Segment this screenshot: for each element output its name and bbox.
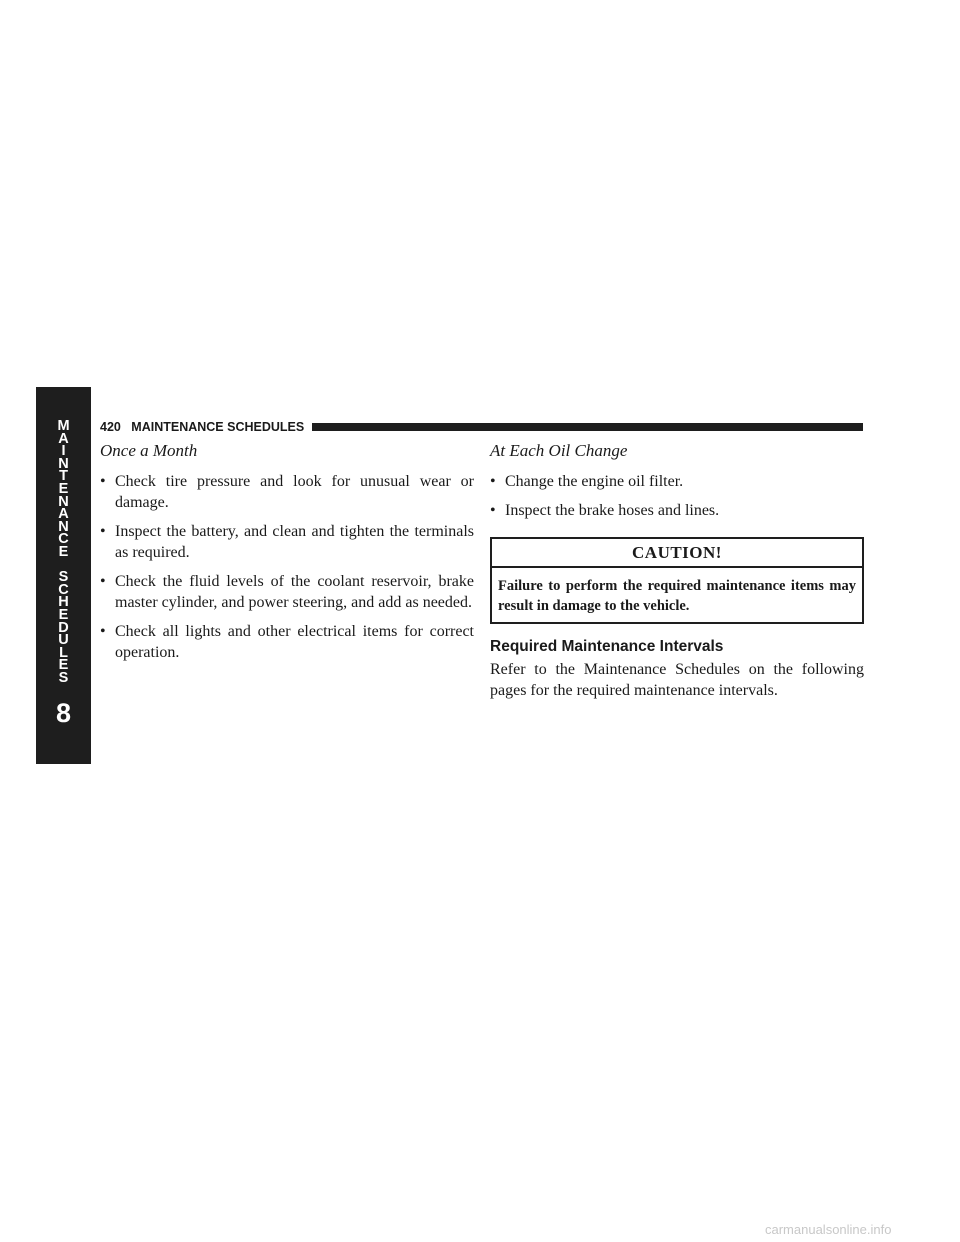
- side-tab-letter: U: [58, 632, 69, 649]
- side-tab-letter: H: [58, 594, 69, 611]
- bullet-icon: •: [100, 523, 106, 540]
- caution-box: [490, 537, 864, 624]
- side-tab-letter: E: [58, 606, 69, 623]
- side-tab-letter: L: [59, 644, 68, 661]
- side-tab-letter: N: [58, 493, 69, 510]
- side-tab-letter: A: [58, 506, 69, 523]
- list-item: • Check all lights and other electrical items for correct operation.: [100, 623, 474, 661]
- list-item: • Change the engine oil filter.: [490, 473, 684, 490]
- side-tab-letter: T: [59, 468, 68, 485]
- oil-change-heading: At Each Oil Change: [490, 441, 628, 460]
- list-item: • Inspect the battery, and clean and tighten the terminals as required.: [100, 523, 474, 561]
- side-tab-letter: I: [61, 443, 66, 460]
- side-tab-letter: N: [58, 518, 69, 535]
- side-tab-letter: N: [58, 455, 69, 472]
- once-a-month-heading: Once a Month: [100, 441, 198, 460]
- side-tab-letter: S: [58, 669, 69, 686]
- caution-body: Failure to perform the required maintenance items may result in damage to the vehicle.: [498, 578, 856, 614]
- right-column: [490, 440, 864, 701]
- bullet-icon: •: [100, 573, 106, 590]
- page-number: 420: [100, 420, 121, 434]
- header-label: [100, 420, 304, 434]
- caution-title: CAUTION!: [492, 539, 862, 568]
- side-tab-letter: C: [58, 581, 69, 598]
- left-column: [100, 440, 474, 671]
- list-item: • Inspect the brake hoses and lines.: [490, 502, 720, 519]
- side-tab-letter: E: [58, 480, 69, 497]
- list-item: • Check the fluid levels of the coolant reservoir, brake master cylinder, and power steering, and add as needed.: [100, 573, 474, 611]
- side-tab-letter: C: [58, 531, 69, 548]
- side-tab-letter: E: [58, 657, 69, 674]
- bullet-icon: •: [100, 623, 106, 640]
- side-tab-letter: E: [58, 543, 69, 560]
- section-title: MAINTENANCE SCHEDULES: [131, 420, 305, 434]
- chapter-number: 8: [55, 698, 72, 728]
- bullet-icon: •: [490, 502, 496, 519]
- oil-change-list: [490, 471, 864, 521]
- bullet-icon: •: [100, 473, 106, 490]
- watermark: carmanualsonline.info: [765, 1222, 892, 1237]
- side-tab-letter: A: [58, 430, 69, 447]
- side-tab-letters: [36, 420, 91, 684]
- side-tab-letter: M: [57, 418, 70, 434]
- maintenance-intervals-paragraph: Refer to the Maintenance Schedules on the following pages for the required maintenance intervals.: [490, 661, 864, 699]
- maintenance-intervals-heading: Required Maintenance Intervals: [490, 638, 724, 655]
- side-tab-letter: D: [58, 619, 69, 636]
- chapter-side-tab: [36, 387, 91, 764]
- page-header: [100, 420, 863, 434]
- bullet-icon: •: [490, 473, 496, 490]
- list-item: • Check tire pressure and look for unusual wear or damage.: [100, 473, 474, 511]
- header-rule: [312, 423, 863, 431]
- once-a-month-list: [100, 471, 474, 663]
- side-tab-letter: S: [58, 569, 69, 586]
